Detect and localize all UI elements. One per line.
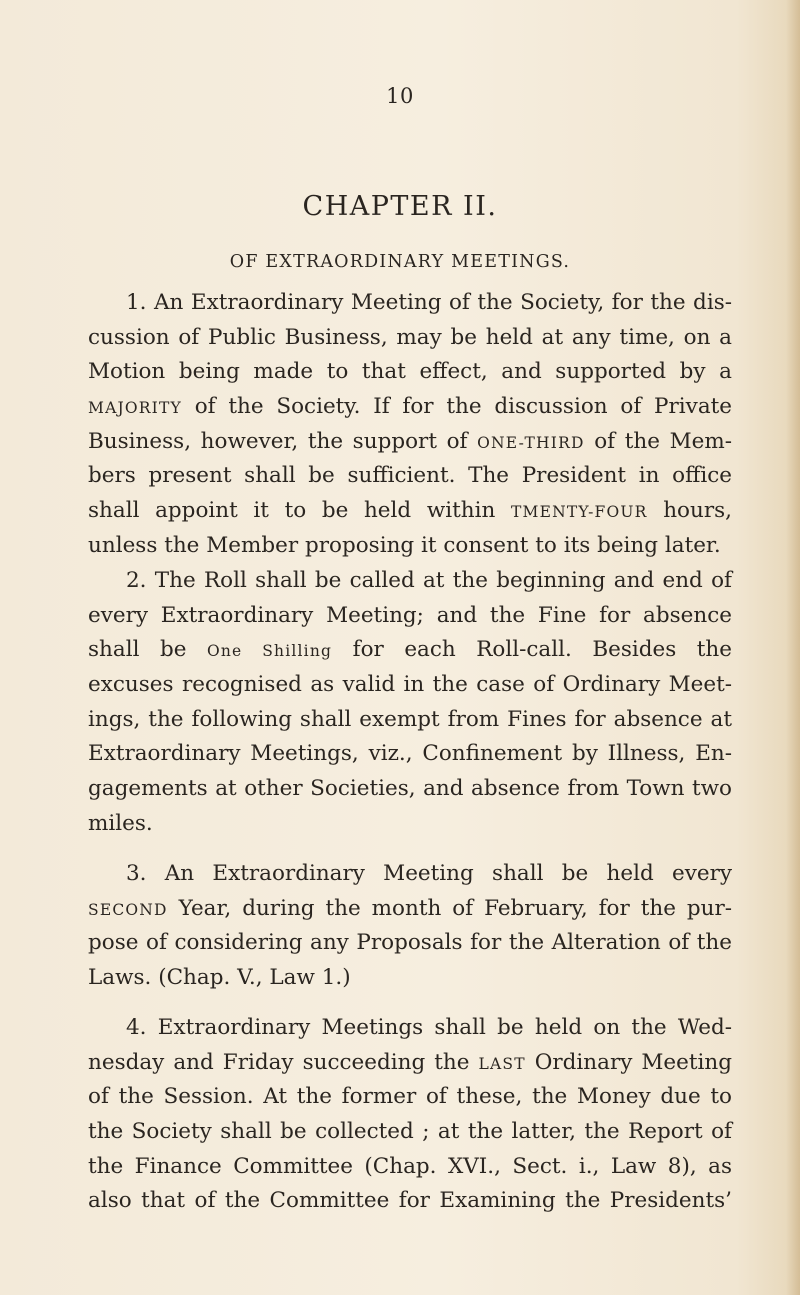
small-caps-term: TMENTY-FOUR xyxy=(510,503,648,522)
text-line: miles. xyxy=(88,810,153,836)
text-line: cussion of Public Business, may be held at any time, on a xyxy=(88,324,732,350)
text-line: also that of the Committee for Examining the Presidents’ xyxy=(88,1188,732,1214)
small-caps-term: MAJORITY xyxy=(88,399,182,418)
small-caps-term: ONE-THIRD xyxy=(477,433,585,452)
text-line: the Finance Committee (Chap. XVI., Sect. i., Law 8), as xyxy=(88,1153,732,1179)
text-line: every Extraordinary Meeting; and the Fine for absence xyxy=(88,602,732,628)
text-line: 2. The Roll shall be called at the beginning and end of xyxy=(126,568,732,593)
small-caps-term: SECOND xyxy=(88,900,168,919)
text-line: the Society shall be collected ; at the latter, the Report of xyxy=(88,1119,732,1145)
small-caps-term: LAST xyxy=(478,1054,526,1073)
text-line: MAJORITY of the Society. If for the discussion of Private xyxy=(88,394,732,420)
section-title: OF EXTRAORDINARY MEETINGS. xyxy=(229,252,571,272)
text-line: nesday and Friday succeeding the LAST Ordinary Meeting xyxy=(88,1049,732,1075)
text-line: of the Session. At the former of these, the Money due to xyxy=(88,1084,732,1110)
paragraph-3 xyxy=(88,857,732,996)
text-line: bers present shall be sufficient. The President in office xyxy=(88,463,732,489)
text-line: Motion being made to that effect, and supported by a xyxy=(88,359,732,385)
text-line: excuses recognised as valid in the case of Ordinary Meet- xyxy=(88,672,732,698)
text-line: Business, however, the support of ONE-THIRD of the Mem- xyxy=(88,428,732,454)
text-line: Extraordinary Meetings, viz., Confinement by Illness, En- xyxy=(88,741,732,767)
chapter-title: CHAPTER II. xyxy=(302,191,498,222)
text-line: SECOND Year, during the month of February, for the pur- xyxy=(88,895,732,921)
paragraph-4 xyxy=(88,1011,732,1219)
text-line: 1. An Extraordinary Meeting of the Society, for the dis- xyxy=(126,290,732,315)
text-line: 4. Extraordinary Meetings shall be held on the Wed- xyxy=(126,1015,732,1040)
text-line: shall appoint it to be held within TMENTY-FOUR hours, xyxy=(88,498,732,524)
page-number: 10 xyxy=(386,84,414,108)
text-line: gagements at other Societies, and absence from Town two xyxy=(88,776,732,802)
text-line: shall be One Shilling for each Roll-call. Besides the xyxy=(88,637,732,663)
text-line: Laws. (Chap. V., Law 1.) xyxy=(88,965,351,991)
paragraph-2 xyxy=(88,564,732,842)
text-line: pose of considering any Proposals for the Alteration of the xyxy=(88,930,732,956)
paragraph-1 xyxy=(88,286,732,564)
text-line: unless the Member proposing it consent to its being later. xyxy=(88,532,721,558)
small-caps-term: One Shilling xyxy=(206,642,333,661)
text-line: 3. An Extraordinary Meeting shall be held every xyxy=(126,861,732,886)
text-line: ings, the following shall exempt from Fines for absence at xyxy=(88,706,732,732)
